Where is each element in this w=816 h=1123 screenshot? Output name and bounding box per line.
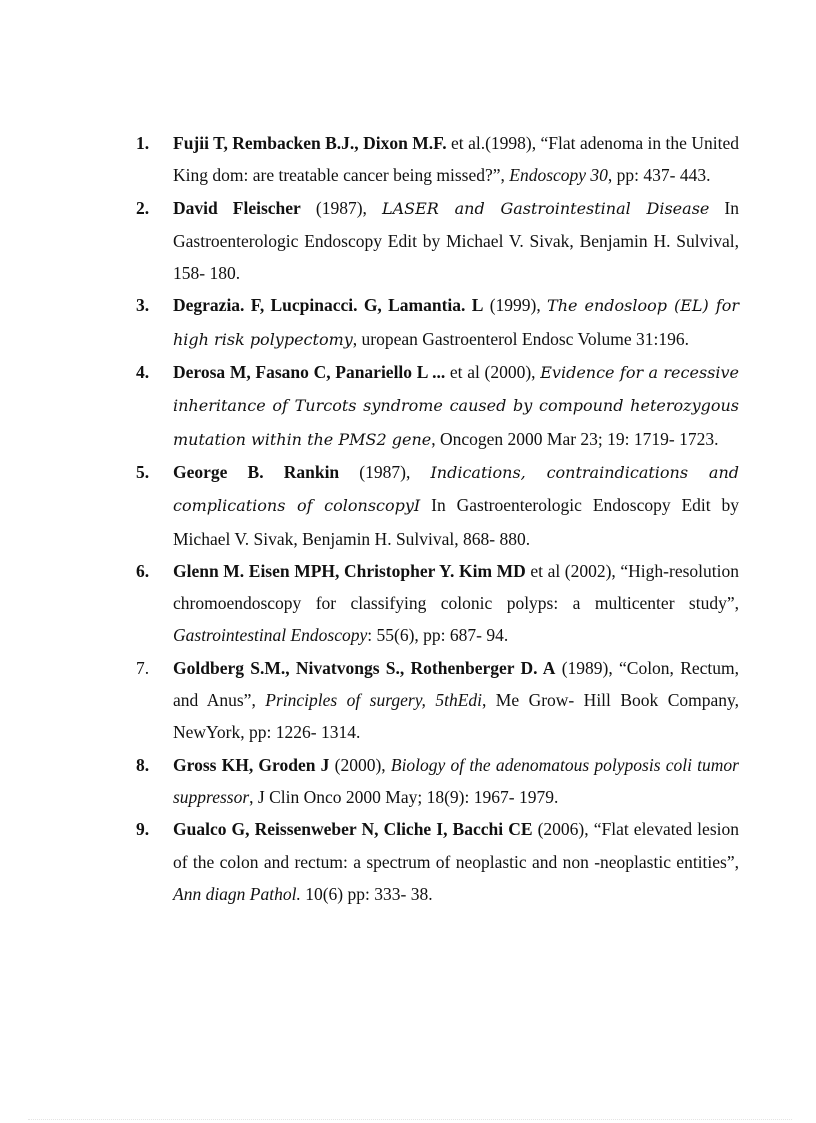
reference-title: Ann diagn Pathol.: [173, 883, 301, 904]
reference-details: et al.(1998), “Flat adenoma in the United King dom: are treatable cancer being missed?”,: [173, 133, 739, 186]
reference-item: [136, 555, 739, 652]
reference-item: [136, 652, 739, 749]
reference-details: (1987),: [339, 461, 431, 482]
reference-title: Evidence for a recessive inheritance of Turcots syndrome caused by compound heterozygous mutation within the PMS2 gene: [173, 363, 740, 449]
reference-authors: Derosa M, Fasano C, Panariello L ...: [173, 362, 446, 383]
reference-authors: Gross KH, Groden J: [173, 754, 330, 775]
reference-authors: Glenn M. Eisen MPH, Christopher Y. Kim MD: [173, 560, 526, 581]
reference-number: 5.: [136, 461, 150, 482]
reference-number: 6.: [136, 560, 150, 581]
reference-item: [136, 289, 739, 356]
reference-source: , Oncogen 2000 Mar 23; 19: 1719- 1723.: [431, 428, 719, 449]
reference-authors: Goldberg S.M., Nivatvongs S., Rothenberger D. A: [173, 657, 556, 678]
reference-authors: Gualco G, Reissenweber N, Cliche I, Bacchi CE: [173, 819, 533, 840]
reference-item: [136, 127, 739, 192]
reference-authors: Degrazia. F, Lucpinacci. G, Lamantia. L: [173, 295, 484, 316]
reference-authors: George B. Rankin: [173, 461, 340, 482]
page-bottom-divider: [28, 1119, 792, 1120]
reference-details: et al (2002), “High-resolution chromoendoscopy for classifying colonic polyps: a multicenter study”,: [173, 560, 739, 614]
reference-title: Indications, contraindications and complications of colonscopyI: [173, 462, 739, 516]
reference-number: 1.: [136, 133, 150, 153]
reference-source: In Gastroenterologic Endoscopy Edit by Michael V. Sivak, Benjamin H. Sulvival, 158- 180.: [173, 197, 740, 284]
reference-item: [136, 749, 739, 814]
reference-details: (1989), “Colon, Rectum, and Anus”,: [173, 657, 740, 711]
reference-number: 9.: [136, 819, 150, 840]
reference-list: [136, 127, 739, 910]
reference-title: Principles of surgery, 5thEdi: [265, 690, 482, 711]
reference-title: Gastrointestinal Endoscopy: [173, 625, 368, 646]
reference-number: 2.: [136, 197, 150, 218]
reference-source: , uropean Gastroenterol Endosc Volume 31:196.: [352, 328, 689, 349]
reference-details: et al (2000),: [445, 362, 541, 383]
reference-authors: David Fleischer: [173, 197, 301, 218]
reference-source: , pp: 437- 443.: [607, 165, 711, 186]
reference-details: (2006), “Flat elevated lesion of the colon and rectum: a spectrum of neoplastic and non -neoplastic entities”,: [173, 819, 739, 872]
reference-number: 8.: [136, 754, 150, 775]
reference-source: , Me Grow- Hill Book Company, NewYork, pp: 1226- 1314.: [173, 690, 739, 743]
reference-item: [136, 192, 739, 290]
reference-item: [136, 813, 739, 910]
reference-title: LASER and Gastrointestinal Disease: [381, 198, 710, 218]
reference-source: : 55(6), pp: 687- 94.: [367, 625, 509, 646]
reference-source: In Gastroenterologic Endoscopy Edit by Michael V. Sivak, Benjamin H. Sulvival, 868- 880.: [173, 495, 740, 549]
reference-number: 4.: [136, 362, 150, 383]
reference-source: 10(6) pp: 333- 38.: [300, 883, 433, 904]
reference-item: [136, 356, 739, 456]
reference-authors: Fujii T, Rembacken B.J., Dixon M.F.: [173, 133, 447, 153]
reference-details: (2000),: [329, 754, 391, 775]
reference-title: The endosloop (EL) for high risk polypectomy: [173, 296, 739, 349]
reference-source: , J Clin Onco 2000 May; 18(9): 1967- 1979.: [249, 786, 559, 807]
reference-details: (1999),: [483, 295, 548, 316]
reference-title: Biology of the adenomatous polyposis coli tumor suppressor: [173, 754, 739, 807]
reference-details: (1987),: [300, 197, 382, 218]
reference-item: [136, 456, 739, 555]
reference-number: 7.: [136, 657, 150, 678]
reference-title: Endoscopy 30: [509, 165, 608, 186]
reference-number: 3.: [136, 295, 150, 316]
